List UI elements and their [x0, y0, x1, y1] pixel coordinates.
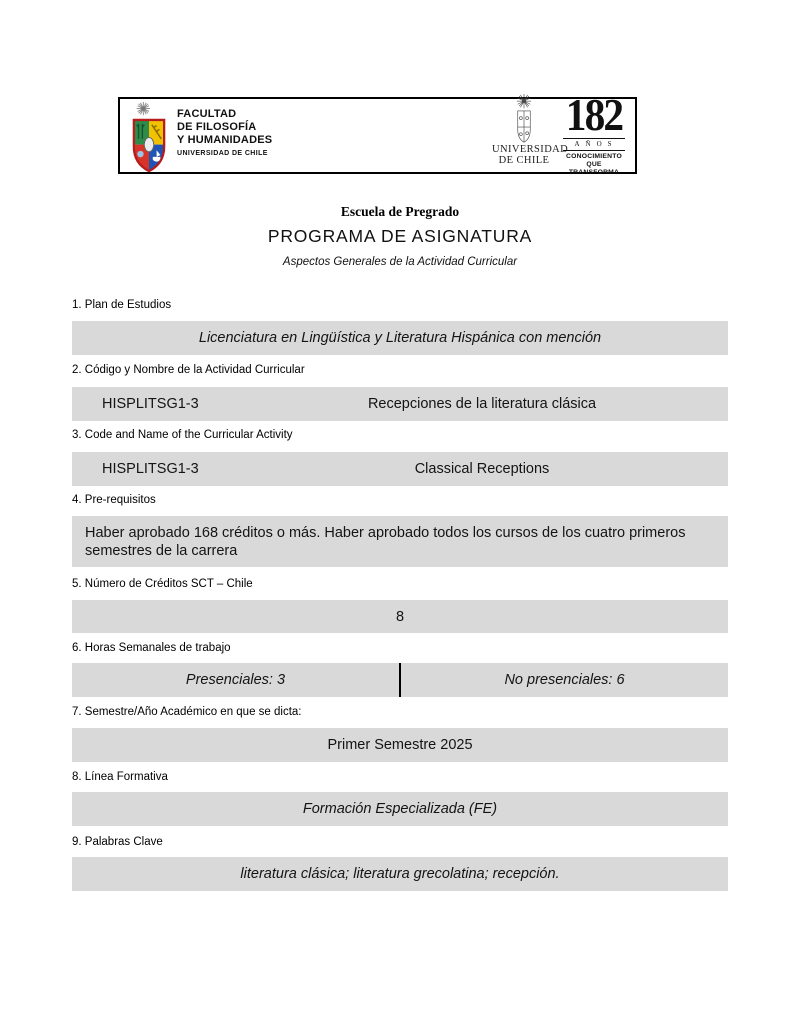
- uchile-emblem-icon: [509, 94, 539, 144]
- section-label-horas-semanales: 6. Horas Semanales de trabajo: [72, 642, 231, 654]
- field-palabras-clave: literatura clásica; literatura grecolatina; recepción.: [72, 857, 728, 891]
- field-horas-semanales: [72, 663, 728, 697]
- field-linea-formativa: Formación Especializada (FE): [72, 792, 728, 826]
- course-name-english: Classical Receptions: [414, 461, 550, 477]
- section-label-prerequisitos: 4. Pre-requisitos: [72, 494, 156, 506]
- facultad-logo: [130, 99, 272, 173]
- tagline-line-2: QUE TRANSFORMA: [568, 161, 620, 177]
- facultad-subline: UNIVERSIDAD DE CHILE: [177, 149, 268, 157]
- section-label-codigo-nombre: 2. Código y Nombre de la Actividad Curricular: [72, 364, 305, 376]
- uchile-shield-icon: [130, 101, 168, 173]
- facultad-line-1: FACULTAD: [177, 107, 237, 120]
- school-name: Escuela de Pregrado: [340, 204, 460, 219]
- universidad-line: UNIVERSIDAD: [492, 143, 569, 155]
- section-label-palabras-clave: 9. Palabras Clave: [72, 836, 163, 848]
- curso-codigo: HISPLITSG1-3: [102, 396, 199, 412]
- page-subtitle: Aspectos Generales de la Actividad Curricular: [282, 256, 518, 268]
- field-semestre: Primer Semestre 2025: [72, 728, 728, 762]
- field-codigo-nombre: [72, 387, 728, 421]
- de-chile-line: DE CHILE: [498, 154, 550, 166]
- facultad-text: [177, 108, 272, 157]
- curso-nombre: Recepciones de la literatura clásica: [367, 396, 597, 412]
- section-label-semestre: 7. Semestre/Año Académico en que se dicta:: [72, 706, 302, 718]
- uchile-aniversario-logo: [492, 89, 625, 178]
- field-prerequisitos: Haber aprobado 168 créditos o más. Haber aprobado todos los cursos de los cuatro primeros semestres de la carrera: [72, 516, 728, 567]
- section-label-code-name-english: 3. Code and Name of the Curricular Activity: [72, 429, 293, 441]
- course-code: HISPLITSG1-3: [102, 461, 199, 477]
- tagline: [563, 153, 625, 177]
- horas-no-presenciales: No presenciales: 6: [399, 663, 728, 697]
- years-label: AÑOS: [563, 138, 625, 151]
- aniversario-column: [563, 89, 625, 178]
- section-label-creditos-sct: 5. Número de Créditos SCT – Chile: [72, 578, 253, 590]
- horas-presenciales: Presenciales: 3: [185, 672, 286, 688]
- facultad-line-3: Y HUMANIDADES: [177, 133, 273, 146]
- header-logos: [118, 89, 637, 177]
- facultad-line-2: DE FILOSOFÍA: [177, 120, 257, 133]
- years-number: 182: [565, 89, 623, 140]
- section-label-linea-formativa: 8. Línea Formativa: [72, 771, 168, 783]
- field-creditos-sct: 8: [72, 600, 728, 633]
- page-title: PROGRAMA DE ASIGNATURA: [267, 226, 533, 246]
- uchile-emblem-column: [492, 94, 569, 166]
- section-label-plan-de-estudios: 1. Plan de Estudios: [72, 299, 172, 311]
- field-code-name-english: [72, 452, 728, 486]
- field-plan-de-estudios: Licenciatura en Lingüística y Literatura Hispánica con mención: [72, 321, 728, 355]
- tagline-line-1: CONOCIMIENTO: [566, 153, 622, 161]
